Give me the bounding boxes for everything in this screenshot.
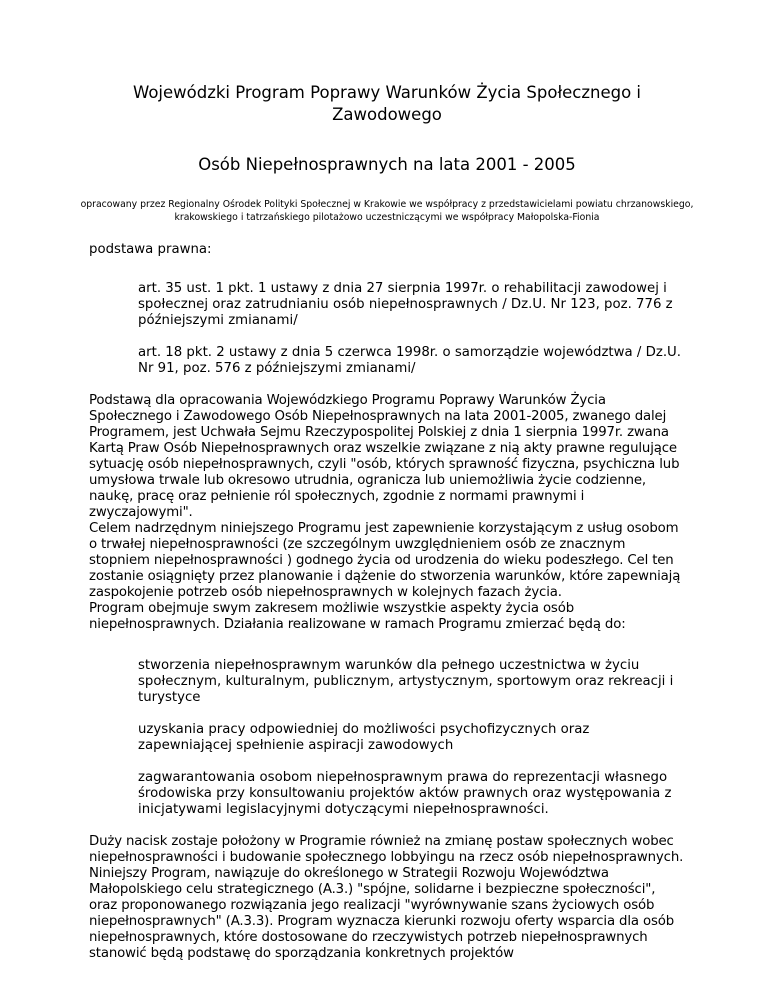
document-subtitle: opracowany przez Regionalny Ośrodek Polityki Społecznej w Krakowie we współpracy z przedstawicielami powiatu chrzanowskiego, krakowskiego i tatrzańskiego pilotażowo uczestniczącymi we współpracy Małopolska-Fionia bbox=[80, 199, 694, 223]
intro-section bbox=[89, 393, 685, 633]
legal-basis-item: art. 18 pkt. 2 ustawy z dnia 5 czerwca 1998r. o samorządzie województwa / Dz.U. Nr 91, poz. 576 z późniejszymi zmianami/ bbox=[138, 345, 682, 376]
paragraph: Duży nacisk zostaje położony w Programie również na zmianę postaw społecznych wobec niepełnosprawności i budowanie społecznego lobbyingu na rzecz osób niepełnosprawnych. bbox=[89, 834, 684, 865]
goal-item: zagwarantowania osobom niepełnosprawnym prawa do reprezentacji własnego środowiska przy konsultowaniu projektów aktów prawnych oraz występowania z inicjatywami legislacyjnymi dotyczącymi niepełnosprawności. bbox=[138, 770, 672, 817]
document-title-subheading: Osób Niepełnosprawnych na lata 2001 - 2005 bbox=[198, 155, 576, 174]
closing-section bbox=[89, 834, 685, 962]
paragraph: Podstawą dla opracowania Wojewódzkiego Programu Poprawy Warunków Życia Społecznego i Zawodowego Osób Niepełnosprawnych na lata 2001-2005, zwanego dalej Programem, jest Uchwała Sejmu Rzeczypospolitej Polskiej z dnia 1 sierpnia 1997r. zwana Kartą Praw Osób Niepełnosprawnych oraz wszelkie związane z nią akty prawne regulujące sytuację osób niepełnosprawnych, czyli "osób, których sprawność fizyczna, psychiczna lub umysłowa trwale lub okresowo utrudnia, ogranicza lub uniemożliwia życie codzienne, naukę, pracę oraz pełnienie ról społecznych, zgodnie z normami prawnymi i zwyczajowymi". bbox=[89, 393, 680, 520]
goal-item: stworzenia niepełnosprawnym warunków dla pełnego uczestnictwa w życiu społecznym, kulturalnym, publicznym, artystycznym, sportowym oraz rekreacji i turystyce bbox=[138, 658, 674, 705]
document-title: Wojewódzki Program Poprawy Warunków Życia Społecznego i Zawodowego bbox=[132, 83, 642, 124]
goal-item: uzyskania pracy odpowiedniej do możliwości psychofizycznych oraz zapewniającej spełnienie aspiracji zawodowych bbox=[138, 722, 590, 753]
paragraph: Celem nadrzędnym niniejszego Programu jest zapewnienie korzystającym z usług osobom o trwałej niepełnosprawności (ze szczególnym uwzględnieniem osób ze znacznym stopniem niepełnosprawności ) godnego życia od urodzenia do wieku podeszłego. Cel ten zostanie osiągnięty przez planowanie i dążenie do stworzenia warunków, które zapewniają zaspokojenie potrzeb osób niepełnosprawnych w kolejnych fazach życia. bbox=[89, 521, 681, 600]
legal-basis-label: podstawa prawna: bbox=[89, 242, 212, 257]
paragraph: Program obejmuje swym zakresem możliwie wszystkie aspekty życia osób niepełnosprawnych. Działania realizowane w ramach Programu zmierzać będą do: bbox=[89, 601, 626, 632]
paragraph: Niniejszy Program, nawiązuje do określonego w Strategii Rozwoju Województwa Małopolskiego celu strategicznego (A.3.) "spójne, solidarne i bezpieczne społeczności", oraz proponowanego rozwiązania jego realizacji "wyrównywanie szans życiowych osób niepełnosprawnych" (A.3.3). Program wyznacza kierunki rozwoju oferty wsparcia dla osób niepełnosprawnych, które dostosowane do rzeczywistych potrzeb niepełnosprawnych stanowić będą podstawę do sporządzania konkretnych projektów bbox=[89, 866, 674, 961]
document-body bbox=[80, 82, 694, 962]
legal-basis-item: art. 35 ust. 1 pkt. 1 ustawy z dnia 27 sierpnia 1997r. o rehabilitacji zawodowej i społecznej oraz zatrudnianiu osób niepełnosprawnych / Dz.U. Nr 123, poz. 776 z późniejszymi zmianami/ bbox=[138, 281, 673, 328]
